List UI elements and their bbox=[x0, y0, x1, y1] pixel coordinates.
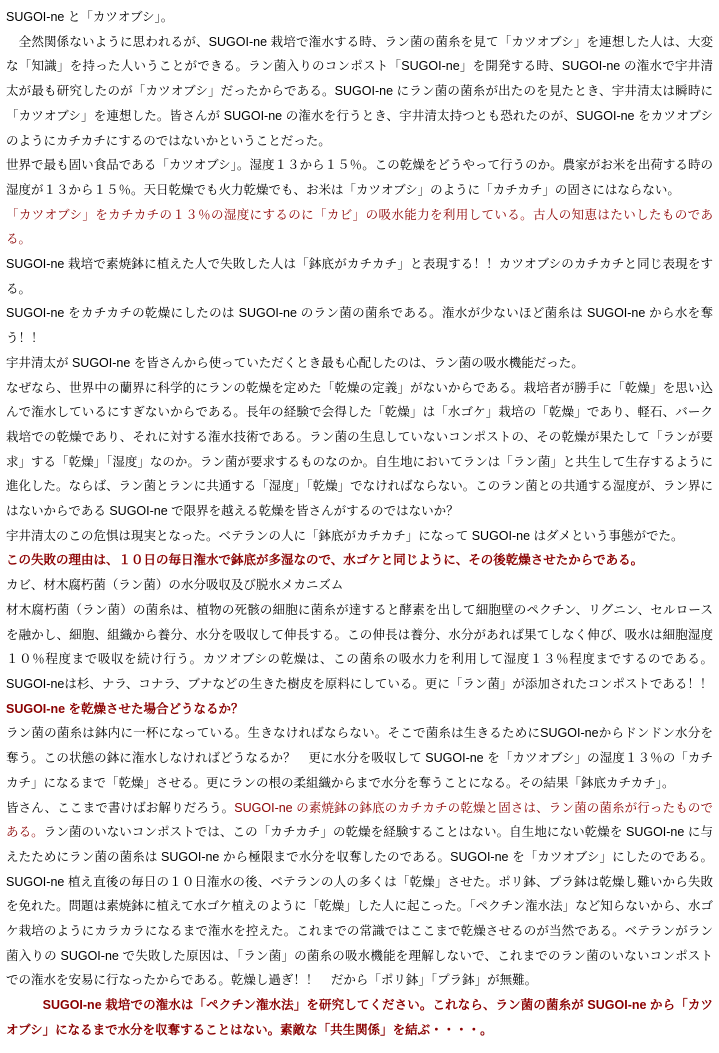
line-kabi-absorption-red: 「カツオブシ」をカチカチの１３％の湿度にするのに「カビ」の吸水能力を利用している。古人の知恵はたいしたものである。 bbox=[6, 207, 713, 247]
paragraph-intro: 全然関係ないように思われるが、SUGOI-ne 栽培で潅水する時、ラン菌の菌糸を見て「カツオブシ」を連想した人は、大変な「知識」を持った人いうことができる。ラン菌入りのコンポスト「SUGOI-ne」を開発する時、SUGOI-ne の潅水で宇井清太が最も研究したのが「カツオブシ」だったからである。SUGOI-ne にラン菌の菌糸が出たのを見たとき、宇井清太は瞬時に「カツオブシ」を連想した。皆さんが SUGOI-ne の潅水を行うとき、宇井清太持つとも恐れたのが、SUGOI-ne をカツオブシのようにカチカチにするのではないかということだった。 bbox=[6, 34, 713, 148]
paragraph-dry-result: ラン菌の菌糸は鉢内に一杯になっている。生きなければならない。そこで菌糸は生きるためにSUGOI-neからドンドン水分を奪う。この状態の鉢に潅水しなければどうなるか？ 更に水分を吸収して SUGOI-ne を「カツオブシ」の湿度１３％の「カチカチ」になるまで「乾燥」させる。更にランの根の柔組織からまで水分を奪うことになる。その結果「鉢底カチカチ」。 bbox=[6, 726, 713, 790]
minasan-red-emphasis: SUGOI-ne の素焼鉢の鉢底のカチカチの乾燥と固さは、ラン菌の菌糸が行ったものである。 bbox=[6, 800, 713, 840]
title-line: SUGOI-ne と「カツオブシ」。 bbox=[6, 10, 174, 24]
paragraph-dryness-definition: なぜなら、世界中の蘭界に科学的にランの乾燥を定めた「乾燥の定義」がないからである。栽培者が勝手に「乾燥」を思い込んで潅水しているにすぎないからである。長年の経験で会得した「乾燥」は「水ゴケ」栽培の「乾燥」であり、軽石、バーク栽培での乾燥であり、それに対する潅水技術である。ラン菌の生息していないコンポストの、その乾燥が果たして「ランが要求」する「乾燥」「湿度」なのか。ラン菌が要求するものなのか。自生地においてランは「ラン菌」と共生して生存するように進化した。ならば、ラン菌とランに共通する「湿度」「乾燥」でなければならない。このラン菌との共通する湿度が、ラン界にはないからである SUGOI-ne で限界を越える乾燥を皆さんがするのではないか？ bbox=[6, 380, 713, 519]
heading-water-mechanism: カビ、材木腐朽菌（ラン菌）の水分吸収及び脱水メカニズム bbox=[6, 578, 344, 593]
line-fear-became-real: 宇井清太のこの危惧は現実となった。ベテランの人に「鉢底がカチカチ」になって SUGOI-ne はダメという事態がでた。 bbox=[6, 528, 684, 543]
line-suyaki-failure: SUGOI-ne 栽培で素焼鉢に植えた人で失敗した人は「鉢底がカチカチ」と表現する！！カツオブシのカチカチと同じ表現をする。 bbox=[6, 257, 713, 296]
paragraph-fungus-mechanism: 材木腐朽菌（ラン菌）の菌糸は、植物の死骸の細胞に菌糸が達すると酵素を出して細胞壁のペクチン、リグニン、セルロースを融かし、細胞、組織から養分、水分を吸収して伸長する。この伸長は養分、水分があれば果てしなく伸び、吸水は細胞湿度１０％程度まで吸収を続け行う。カツオブシの乾燥は、この菌糸の吸水力を利用して湿度１３％程度までするのである。SUGOI-neは杉、ナラ、コナラ、ブナなどの生きた樹皮を原料にしている。更に「ラン菌」が添加されたコンポストである！！ bbox=[6, 602, 713, 691]
paragraph-minasan-mixed bbox=[6, 796, 713, 994]
paragraph-pectin-advice-red: SUGOI-ne 栽培での潅水は「ペクチン潅水法」を研究してください。これなら、ラン菌の菌糸が SUGOI-ne から「カツオブシ」になるまで水分を収奪することはない。素敵な「共生関係」を結ぶ・・・・。 bbox=[6, 998, 713, 1037]
paragraph-katsuobushi-hardness: 世界で最も固い食品である「カツオブシ」。湿度１３から１５％。この乾燥をどうやって行うのか。農家がお米を出荷する時の湿度が１３から１５％。天日乾燥でも火力乾燥でも、お米は「カツオブシ」のように「カチカチ」の固さにはならない。 bbox=[6, 158, 713, 197]
minasan-black-rest: ラン菌のいないコンポストでは、この「カチカチ」の乾燥を経験することはない。自生地にない乾燥を SUGOI-ne に与えたためにラン菌の菌糸は SUGOI-ne から極限まで水分を収奪したのである。SUGOI-ne を「カツオブシ」にしたのである。SUGOI-ne 植え直後の毎日の１０日潅水の後、ベテランの人の多くは「乾燥」させた。ポリ鉢、プラ鉢は乾燥し難いから失敗を免れた。問題は素焼鉢に植えて水ゴケ植えのように「乾燥」した人に起こった。「ペクチン潅水法」など知らないから、水ゴケ栽培のようにカラカラになるまで潅水を控えた。これまでの常識ではここまで乾燥させるのが当然である。ベテランがラン菌入りの SUGOI-ne で失敗した原因は、「ラン菌」の菌糸の吸水機能を理解しないで、これまでのラン菌のいないコンポストでの潅水を安易に行なったからである。乾燥し過ぎ！！ だから「ポリ鉢」「プラ鉢」が無難。 bbox=[6, 825, 713, 988]
minasan-black-lead: 皆さん、ここまで書けばお解りだろう。 bbox=[6, 800, 235, 815]
line-kachikachi-cause: SUGOI-ne をカチカチの乾燥にしたのは SUGOI-ne のラン菌の菌糸である。潅水が少ないほど菌糸は SUGOI-ne から水を奪う！！ bbox=[6, 306, 713, 346]
line-failure-reason-red: この失敗の理由は、１０日の毎日潅水で鉢底が多湿なので、水ゴケと同じように、その後乾燥させたからである。 bbox=[6, 553, 644, 568]
heading-dry-question-red: SUGOI-ne を乾燥させた場合どうなるか？ bbox=[6, 701, 244, 716]
line-ui-worry: 宇井清太が SUGOI-ne を皆さんから使っていただくとき最も心配したのは、ラン菌の吸水機能だった。 bbox=[6, 355, 584, 370]
